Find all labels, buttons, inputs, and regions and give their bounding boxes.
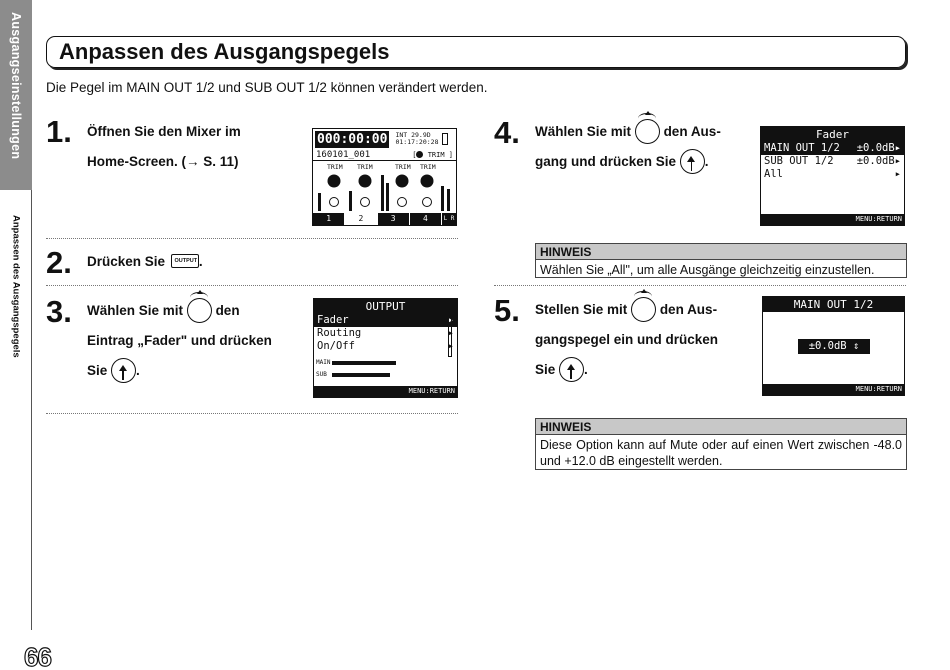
step-1-line2: Home-Screen. (→ S. 11): [87, 154, 239, 169]
note-box-1: [535, 243, 907, 278]
mode-label: TRIM: [427, 151, 445, 159]
home-screen-lcd: 000:00:00 INT 29.9D 01:17:20:28 160101_001 [ TRIM ] TRIM TRIM TRIM TRIM 1 2 3 4 L R: [312, 128, 457, 226]
page-number: 66: [24, 642, 51, 670]
fader-row-all: All ▸: [764, 168, 901, 180]
step-3-number: 3.: [46, 294, 72, 329]
output-level-lcd: [762, 296, 905, 396]
page-title: Anpassen des Ausgangspegels: [59, 39, 390, 64]
fader-menu-footer: MENU:RETURN: [761, 214, 904, 225]
output-menu-lcd: [313, 298, 458, 398]
dial-icon: [635, 119, 660, 144]
step-2-label: Drücken Sie: [87, 254, 166, 269]
step-5-text: Stellen Sie mit den Aus- gangspegel ein und drücken Sie .: [535, 295, 718, 385]
step-3-text: Wählen Sie mit den Eintrag „Fader" und drücken Sie .: [87, 296, 272, 386]
frame-rate: INT 29.9D: [395, 131, 431, 139]
ch4-knob: [421, 175, 434, 188]
ch2-trim-label: TRIM: [357, 163, 373, 171]
press-dial-icon: [559, 357, 584, 382]
note-1-heading: HINWEIS: [536, 244, 906, 260]
fader-menu-header: Fader: [761, 127, 904, 142]
output-level-footer: MENU:RETURN: [763, 384, 904, 395]
note-1-body: Wählen Sie „All", um alle Ausgänge gleichzeitig einzustellen.: [540, 263, 875, 277]
divider: [494, 285, 906, 286]
divider: [46, 238, 458, 239]
divider: [46, 413, 458, 414]
note-2-heading: HINWEIS: [536, 419, 906, 435]
section-tab-label: Ausgangseinstellungen: [9, 12, 23, 160]
channel-3: 3: [378, 213, 410, 225]
output-menu-header: OUTPUT: [314, 299, 457, 314]
ch1-trim-label: TRIM: [327, 163, 343, 171]
press-dial-icon: [111, 358, 136, 383]
ch4-trim-label: TRIM: [420, 163, 436, 171]
fader-menu-lcd: [760, 126, 905, 226]
output-button-icon: OUTPUT: [171, 254, 199, 268]
page-title-box: [46, 36, 906, 68]
section-tab: [0, 0, 32, 190]
knob-icon: [416, 151, 423, 158]
step-2-text: Drücken Sie OUTPUT .: [87, 254, 203, 269]
menu-item-routing: Routing ▸: [317, 327, 454, 339]
press-dial-icon: [680, 149, 705, 174]
ch2-knob: [359, 175, 372, 188]
take-name: 160101_001: [316, 150, 371, 160]
menu-item-onoff: On/Off ▸: [317, 340, 454, 352]
dial-icon: [187, 298, 212, 323]
mixer-channels: [313, 161, 457, 213]
menu-item-fader: Fader ▸: [314, 314, 457, 327]
channel-2: 2: [345, 213, 377, 225]
step-1-line1: Öffnen Sie den Mixer im: [87, 124, 241, 139]
note-box-2: [535, 418, 907, 470]
step-4-text: Wählen Sie mit den Aus- gang und drücken Sie .: [535, 117, 721, 177]
divider: [46, 285, 458, 286]
fader-row-main: MAIN OUT 1/2 ±0.0dB▸: [761, 142, 904, 155]
step-1-number: 1.: [46, 114, 72, 149]
step-1-text: [87, 117, 241, 177]
step-5-number: 5.: [494, 293, 520, 328]
note-2-body: Diese Option kann auf Mute oder auf einen Wert zwischen -48.0 und +12.0 dB eingestellt werden.: [540, 438, 902, 468]
scrollbar: [448, 317, 452, 357]
step-2-number: 2.: [46, 245, 72, 280]
channel-strip: [313, 213, 456, 225]
output-level-header: MAIN OUT 1/2: [763, 297, 904, 312]
ch1-knob: [328, 175, 341, 188]
timecode: 01:17:20:28: [395, 138, 439, 146]
channel-4: 4: [410, 213, 442, 225]
level-value-field: ±0.0dB ⇕: [798, 339, 870, 354]
level-meters: MAIN SUB: [316, 357, 396, 381]
ch3-knob: [396, 175, 409, 188]
dial-icon: [631, 297, 656, 322]
fader-row-sub: SUB OUT 1/2 ±0.0dB▸: [764, 155, 901, 167]
ch3-trim-label: TRIM: [395, 163, 411, 171]
step-4-number: 4.: [494, 115, 520, 150]
channel-1: 1: [313, 213, 345, 225]
battery-icon: [442, 133, 448, 145]
output-menu-footer: MENU:RETURN: [314, 386, 457, 397]
subsection-label: Anpassen des Ausgangspegels: [10, 215, 22, 358]
lr-indicator: L R: [443, 215, 455, 222]
margin-divider: [31, 190, 32, 630]
counter-display: 000:00:00: [317, 131, 388, 147]
intro-text: Die Pegel im MAIN OUT 1/2 und SUB OUT 1/2 können verändert werden.: [46, 80, 488, 95]
